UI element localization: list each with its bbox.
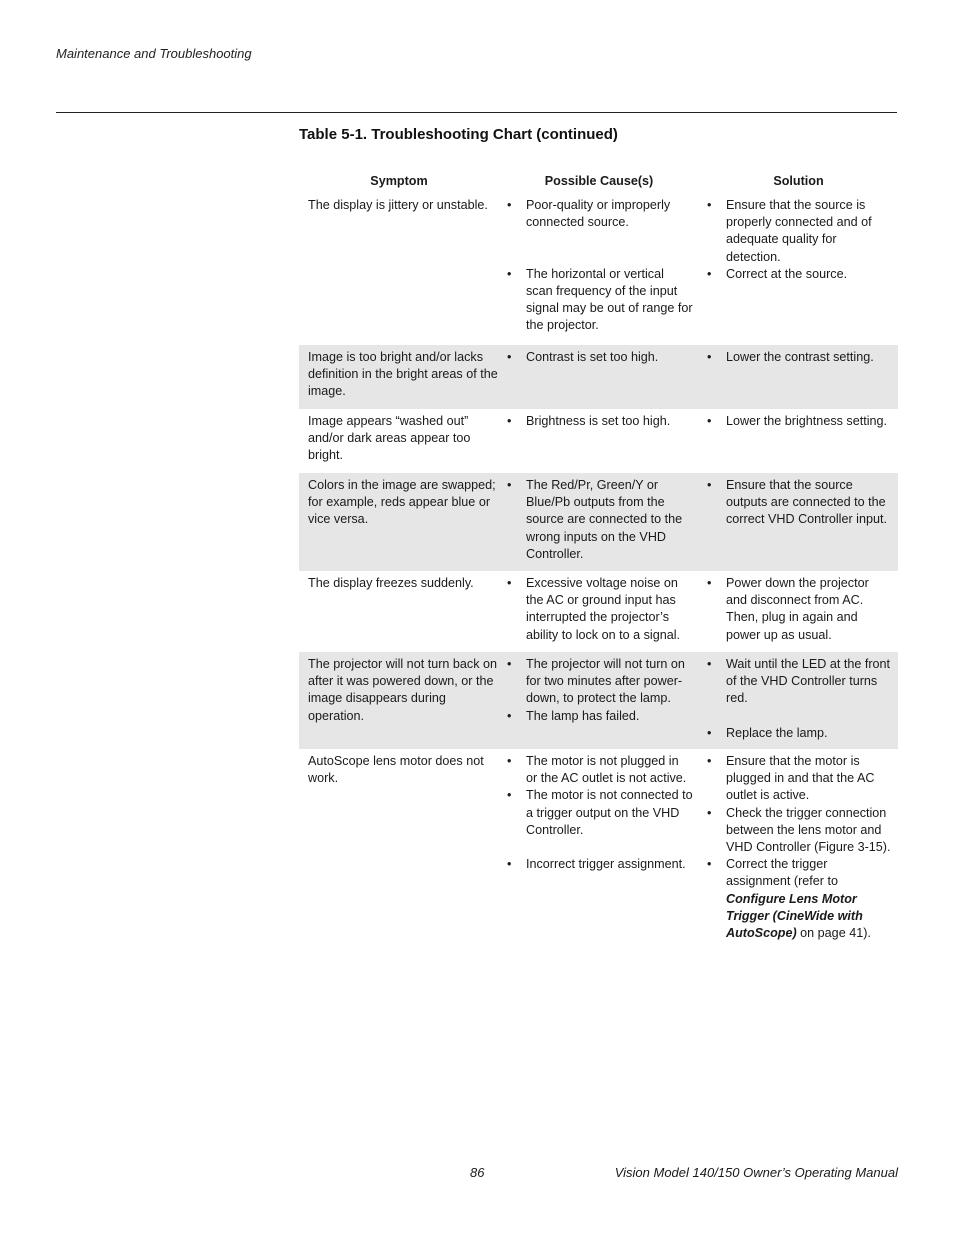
symptom-cell: Colors in the image are swapped; for example, reds appear blue or vice versa.	[308, 478, 496, 527]
bullet-icon: •	[507, 478, 512, 492]
table-row	[299, 652, 898, 749]
solution-text: on page 41).	[800, 926, 871, 941]
causes-cell	[499, 197, 699, 345]
symptom-cell: The projector will not turn back on after it was powered down, or the image disappears during operation.	[308, 657, 497, 723]
bullet-icon: •	[707, 725, 712, 740]
bullet-icon: •	[707, 478, 712, 492]
table-header-row	[299, 168, 898, 196]
bullet-icon: •	[507, 266, 512, 281]
solution-item: • Ensure that the motor is plugged in and that the AC outlet is active.	[707, 753, 892, 805]
bullet-icon: •	[707, 754, 712, 768]
column-header-causes: Possible Cause(s)	[544, 174, 654, 189]
troubleshooting-table	[299, 168, 898, 964]
table-row	[299, 749, 898, 964]
symptom-cell: The display is jittery or unstable.	[308, 198, 488, 212]
bullet-icon: •	[507, 708, 512, 723]
solution-item: • Lower the contrast setting.	[707, 349, 892, 366]
page-number: 86	[470, 1165, 485, 1180]
table-title: Table 5-1. Troubleshooting Chart (continued)	[299, 126, 618, 143]
symptom-cell: Image appears “washed out” and/or dark areas appear too bright.	[308, 414, 471, 463]
bullet-icon: •	[707, 576, 712, 590]
symptom-cell: AutoScope lens motor does not work.	[308, 754, 484, 786]
symptom-cell: Image is too bright and/or lacks definition in the bright areas of the image.	[308, 350, 498, 399]
cross-reference-link[interactable]: Configure Lens Motor Trigger (CineWide with AutoScope)	[726, 891, 863, 941]
table-row	[299, 409, 898, 473]
column-header-solution: Solution	[773, 174, 824, 189]
running-head: Maintenance and Troubleshooting	[56, 46, 252, 61]
manual-title: Vision Model 140/150 Owner’s Operating Manual	[614, 1165, 898, 1180]
cause-item: • The Red/Pr, Green/Y or Blue/Pb outputs from the source are connected to the wrong inputs on the VHD Controller.	[507, 477, 693, 563]
cause-item: • The lamp has failed.	[507, 708, 693, 725]
bullet-icon: •	[707, 805, 712, 820]
bullet-icon: •	[507, 350, 512, 364]
solution-cell	[699, 197, 898, 345]
cause-item: • The horizontal or vertical scan frequency of the input signal may be out of range for the projector.	[507, 266, 693, 335]
causes-cell	[499, 575, 699, 652]
solution-cell	[699, 656, 898, 749]
bullet-icon: •	[507, 576, 512, 590]
solution-cell	[699, 477, 898, 571]
solution-item: • Ensure that the source outputs are connected to the correct VHD Controller input.	[707, 477, 892, 529]
causes-cell	[499, 413, 699, 473]
bullet-icon: •	[507, 657, 512, 671]
bullet-icon: •	[507, 754, 512, 768]
solution-item: • Correct at the source.	[707, 266, 892, 283]
cause-item: • The motor is not connected to a trigger output on the VHD Controller.	[507, 787, 693, 839]
cause-item: • Excessive voltage noise on the AC or ground input has interrupted the projector’s ability to lock on to a signal.	[507, 575, 693, 644]
solution-text: Correct the trigger assignment (refer to	[726, 857, 838, 889]
solution-item: • Lower the brightness setting.	[707, 413, 892, 430]
cause-item: • Brightness is set too high.	[507, 413, 693, 430]
cause-item: • Poor-quality or improperly connected source.	[507, 197, 693, 231]
causes-cell	[499, 753, 699, 964]
table-row	[299, 196, 898, 345]
solution-item	[707, 856, 892, 942]
solution-item: • Wait until the LED at the front of the VHD Controller turns red.	[707, 656, 892, 708]
solution-cell	[699, 753, 898, 964]
symptom-cell: The display freezes suddenly.	[308, 576, 474, 590]
cause-item: • Incorrect trigger assignment.	[507, 856, 693, 873]
bullet-icon: •	[707, 266, 712, 281]
bullet-icon: •	[707, 857, 712, 872]
solution-cell	[699, 413, 898, 473]
bullet-icon: •	[507, 198, 512, 212]
table-row	[299, 345, 898, 409]
bullet-icon: •	[707, 198, 712, 212]
causes-cell	[499, 477, 699, 571]
solution-item: • Ensure that the source is properly connected and of adequate quality for detection.	[707, 197, 892, 266]
cause-item: • The motor is not plugged in or the AC outlet is not active.	[507, 753, 693, 787]
cause-item: • Contrast is set too high.	[507, 349, 693, 366]
bullet-icon: •	[707, 414, 712, 428]
solution-cell	[699, 349, 898, 409]
table-row	[299, 473, 898, 571]
cause-item: • The projector will not turn on for two minutes after power-down, to protect the lamp.	[507, 656, 693, 708]
header-rule	[56, 112, 897, 113]
causes-cell	[499, 656, 699, 749]
bullet-icon: •	[507, 414, 512, 428]
solution-item: • Power down the projector and disconnect from AC. Then, plug in again and power up as usual.	[707, 575, 892, 644]
solution-item: • Check the trigger connection between the lens motor and VHD Controller (Figure 3-15).	[707, 805, 892, 857]
bullet-icon: •	[707, 350, 712, 364]
causes-cell	[499, 349, 699, 409]
solution-cell	[699, 575, 898, 652]
solution-item: • Replace the lamp.	[707, 725, 892, 742]
bullet-icon: •	[707, 657, 712, 671]
bullet-icon: •	[507, 857, 512, 872]
table-row	[299, 571, 898, 652]
bullet-icon: •	[507, 788, 512, 803]
column-header-symptom: Symptom	[370, 174, 428, 189]
